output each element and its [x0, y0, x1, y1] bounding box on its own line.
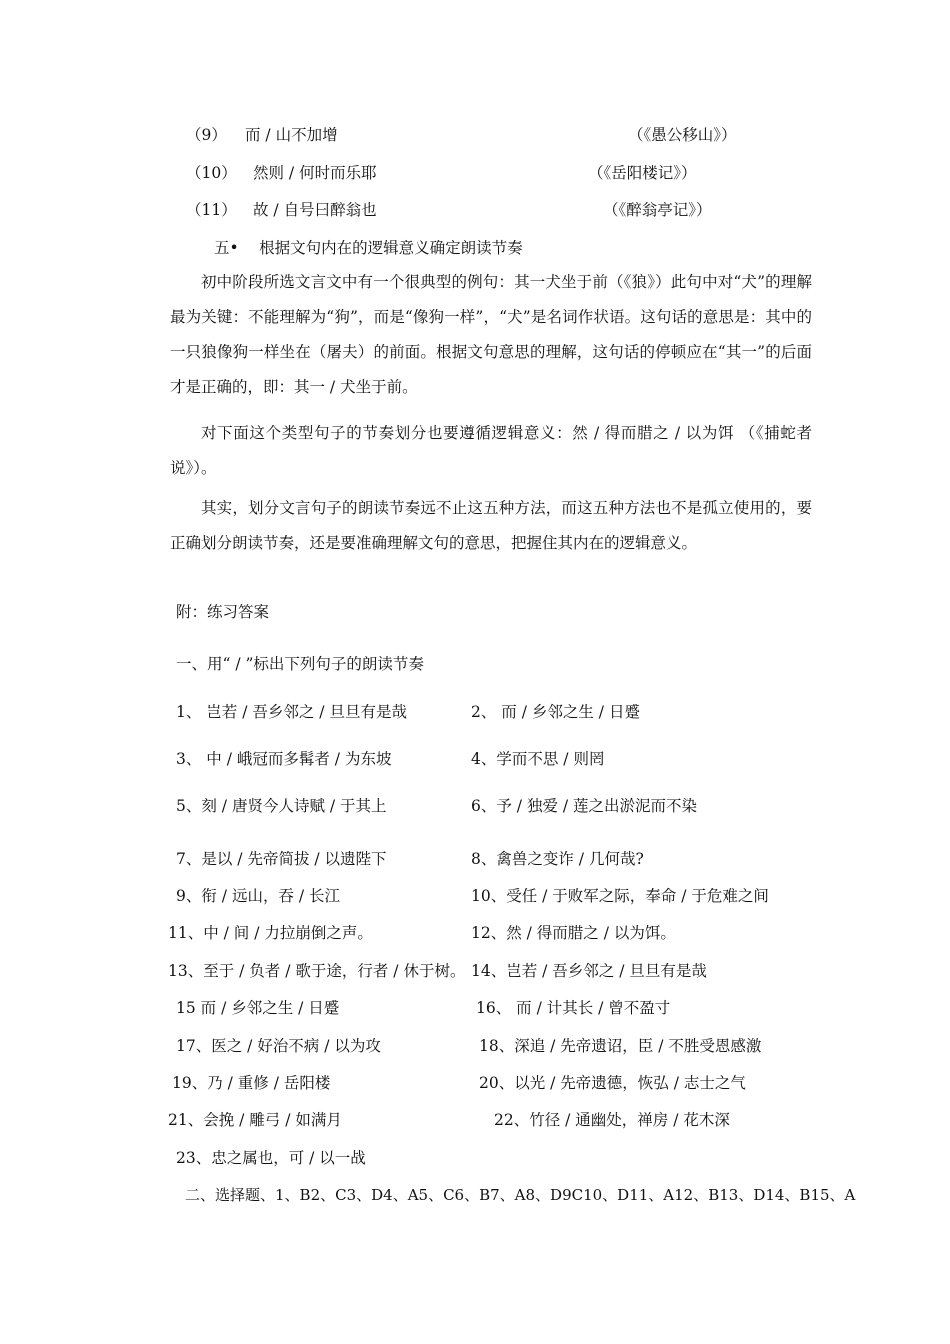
- example-9-text: 而 / 山不加增: [245, 126, 338, 144]
- example-9-number: （9）: [186, 126, 227, 144]
- example-10-number: （10）: [186, 164, 237, 182]
- example-11-source: （《醉翁亭记》）: [603, 201, 712, 219]
- answer-2: 2、 而 / 乡邻之生 / 日蹙: [471, 703, 640, 721]
- section-5-paragraph-1: 初中阶段所选文言文中有一个很典型的例句：其一犬坐于前（《狼》）此句中对“犬”的理解最为关键：不能理解为“狗”，而是“像狗一样”，“犬”是名词作状语。这句话的意思是：其中的一只狼像狗一样坐在（屠夫）的前面。根据文句意思的理解，这句话的停顿应在“其一”的后面才是正确的，即：其一 / 犬坐于前。: [170, 273, 812, 396]
- answer-5: 5、刻 / 唐贤今人诗赋 / 于其上: [176, 797, 387, 815]
- example-11-text: 故 / 自号曰醉翁也: [253, 201, 377, 219]
- answer-6: 6、予 / 独爱 / 莲之出淤泥而不染: [471, 797, 698, 815]
- answer-7: 7、是以 / 先帝简拔 / 以遗陛下: [176, 850, 387, 868]
- answer-10: 10、受任 / 于败军之际，奉命 / 于危难之间: [471, 887, 769, 905]
- answer-1: 1、 岂若 / 吾乡邻之 / 旦旦有是哉: [176, 703, 407, 721]
- answer-15: 15 而 / 乡邻之生 / 日蹙: [176, 999, 340, 1017]
- answer-9: 9、衔 / 远山，吞 / 长江: [176, 887, 341, 905]
- answer-16: 16、 而 / 计其长 / 曾不盈寸: [476, 999, 671, 1017]
- answer-21: 21、会挽 / 雕弓 / 如满月: [168, 1111, 342, 1129]
- example-11-number: （11）: [186, 201, 237, 219]
- answer-18: 18、深追 / 先帝遗诏，臣 / 不胜受恩感激: [479, 1037, 762, 1055]
- answer-11: 11、中 / 间 / 力拉崩倒之声。: [168, 924, 373, 942]
- answer-19: 19、乃 / 重修 / 岳阳楼: [172, 1074, 331, 1092]
- appendix-title: 附：练习答案: [176, 603, 270, 621]
- section-5-paragraph-3: 其实，划分文言句子的朗读节奏远不止这五种方法，而这五种方法也不是孤立使用的，要正确划分朗读节奏，还是要准确理解文句的意思，把握住其内在的逻辑意义。: [170, 499, 812, 552]
- section-5-heading: 五• 根据文句内在的逻辑意义确定朗读节奏: [214, 239, 523, 257]
- answer-22: 22、竹径 / 通幽处，禅房 / 花木深: [494, 1111, 730, 1129]
- appendix-part1-title: 一、用“ / ”标出下列句子的朗读节奏: [176, 655, 424, 673]
- answer-3: 3、 中 / 峨冠而多髯者 / 为东坡: [176, 750, 392, 768]
- answer-23: 23、忠之属也，可 / 以一战: [176, 1149, 366, 1167]
- appendix-part2-answers: 二、选择题、1、B2、C3、D4、A5、C6、B7、A8、D9C10、D11、A12、B13、D14、B15、A: [185, 1186, 856, 1204]
- answer-8: 8、禽兽之变诈 / 几何哉?: [471, 850, 644, 868]
- section-5-paragraph-2: 对下面这个类型句子的节奏划分也要遵循逻辑意义：然 / 得而腊之 / 以为饵 （《捕蛇者说》）。: [170, 424, 812, 477]
- answer-12: 12、然 / 得而腊之 / 以为饵。: [471, 924, 676, 942]
- answer-14: 14、岂若 / 吾乡邻之 / 旦旦有是哉: [471, 962, 707, 980]
- example-9-source: （《愚公移山》）: [628, 126, 737, 144]
- example-10-source: （《岳阳楼记》）: [588, 164, 697, 182]
- answer-20: 20、以光 / 先帝遗德，恢弘 / 志士之气: [479, 1074, 746, 1092]
- answer-13: 13、至于 / 负者 / 歌于途，行者 / 休于树。: [168, 962, 466, 980]
- answer-4: 4、学而不思 / 则罔: [471, 750, 605, 768]
- answer-17: 17、医之 / 好治不病 / 以为攻: [176, 1037, 381, 1055]
- example-10-text: 然则 / 何时而乐耶: [253, 164, 377, 182]
